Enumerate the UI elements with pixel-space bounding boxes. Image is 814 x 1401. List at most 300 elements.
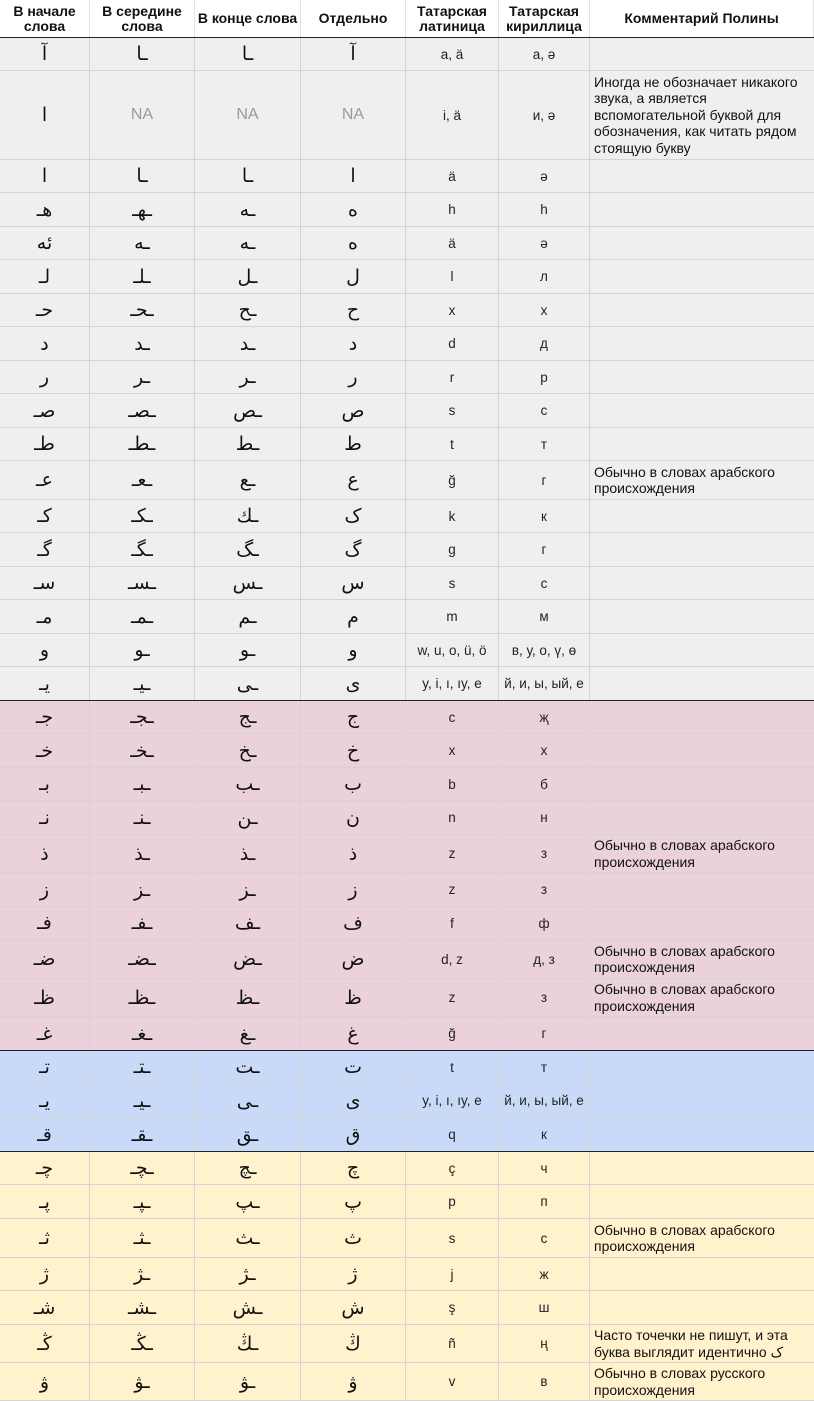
cell-final: ـح [195,294,301,326]
cell-cyrillic: х [499,294,590,326]
cell-isolated: خ [301,734,406,767]
cell-latin: ç [406,1152,499,1184]
cell-comment [590,260,814,293]
cell-medial: ـطـ [90,428,195,460]
cell-final: ـۋ [195,1363,301,1400]
cell-latin: f [406,907,499,939]
cell-final: ـگ [195,533,301,566]
cell-final: ـش [195,1291,301,1324]
cell-initial: پـ [0,1185,90,1218]
cell-latin: ä [406,160,499,192]
table-row [0,701,814,734]
cell-final: ـس [195,567,301,599]
cell-isolated: آ [301,38,406,70]
table-row [0,71,814,160]
cell-latin: y, i, ı, ıy, e [406,1084,499,1117]
table-row [0,533,814,567]
cell-cyrillic: ч [499,1152,590,1184]
cell-initial: ز [0,873,90,906]
cell-comment [590,667,814,700]
cell-medial: ـد [90,327,195,360]
table-row [0,160,814,193]
table-row [0,1084,814,1118]
cell-final: ـت [195,1051,301,1083]
cell-medial: ـبـ [90,768,195,800]
table-row [0,634,814,667]
table-row [0,294,814,327]
cell-cyrillic: җ [499,701,590,733]
cell-isolated: ه [301,227,406,259]
cell-medial: ـيـ [90,667,195,700]
cell-latin: i, ä [406,71,499,159]
table-row [0,1219,814,1258]
cell-comment [590,327,814,360]
cell-final: ـد [195,327,301,360]
cell-isolated: د [301,327,406,360]
cell-isolated: ا [301,160,406,192]
cell-latin: m [406,600,499,633]
cell-comment [590,1291,814,1324]
cell-initial: ڭـ [0,1325,90,1362]
cell-cyrillic: б [499,768,590,800]
cell-latin: n [406,801,499,834]
cell-comment [590,1084,814,1117]
table-row [0,1363,814,1401]
cell-initial: نـ [0,801,90,834]
cell-medial: ـخـ [90,734,195,767]
cell-cyrillic: й, и, ы, ый, е [499,1084,590,1117]
cell-cyrillic: а, ә [499,38,590,70]
cell-initial: يـ [0,1084,90,1117]
cell-initial: جـ [0,701,90,733]
cell-medial: ـژ [90,1258,195,1290]
cell-latin: y, i, ı, ıy, e [406,667,499,700]
cell-cyrillic: г [499,461,590,499]
cell-cyrillic: т [499,1051,590,1083]
cell-isolated: ب [301,768,406,800]
cell-initial: گـ [0,533,90,566]
table-row [0,227,814,260]
cell-initial: غـ [0,1017,90,1050]
cell-initial: ا [0,71,90,159]
cell-medial: ـنـ [90,801,195,834]
cell-final: ـن [195,801,301,834]
cell-cyrillic: с [499,567,590,599]
cell-initial: چـ [0,1152,90,1184]
cell-cyrillic: с [499,1219,590,1257]
cell-initial: كـ [0,500,90,532]
cell-medial: ـشـ [90,1291,195,1324]
cell-latin: d, z [406,940,499,978]
cell-latin: z [406,979,499,1016]
cell-initial: قـ [0,1118,90,1151]
cell-comment [590,160,814,192]
cell-initial: ثـ [0,1219,90,1257]
cell-isolated: ق [301,1118,406,1151]
table-row [0,734,814,768]
table-row [0,1325,814,1363]
cell-cyrillic: н [499,801,590,834]
cell-isolated: ک [301,500,406,532]
cell-comment [590,294,814,326]
cell-isolated: ث [301,1219,406,1257]
cell-medial: ـسـ [90,567,195,599]
cell-medial: ـلـ [90,260,195,293]
table-row [0,1258,814,1291]
cell-medial: ـه [90,227,195,259]
cell-isolated: ع [301,461,406,499]
table-row [0,600,814,634]
cell-final: ـم [195,600,301,633]
cell-final: ـه [195,227,301,259]
cell-initial: حـ [0,294,90,326]
cell-initial: تـ [0,1051,90,1083]
cell-isolated: چ [301,1152,406,1184]
cell-medial: ـظـ [90,979,195,1016]
header-final: В конце слова [195,0,301,37]
cell-cyrillic: й, и, ы, ый, е [499,667,590,700]
cell-isolated: ذ [301,835,406,872]
cell-initial: و [0,634,90,666]
table-row [0,1152,814,1185]
cell-final: ـچ [195,1152,301,1184]
cell-latin: w, u, o, ü, ö [406,634,499,666]
cell-isolated: ص [301,394,406,427]
cell-cyrillic: к [499,500,590,532]
cell-cyrillic: ң [499,1325,590,1362]
cell-cyrillic: к [499,1118,590,1151]
cell-latin: a, ä [406,38,499,70]
cell-isolated: ش [301,1291,406,1324]
cell-comment [590,1017,814,1050]
cell-initial: ذ [0,835,90,872]
cell-medial: ـحـ [90,294,195,326]
cell-initial: لـ [0,260,90,293]
cell-medial: NA [90,71,195,159]
cell-initial: شـ [0,1291,90,1324]
table-row [0,327,814,361]
cell-medial: ـثـ [90,1219,195,1257]
cell-initial: ژ [0,1258,90,1290]
cell-comment [590,227,814,259]
cell-final: ـق [195,1118,301,1151]
cell-cyrillic: г [499,1017,590,1050]
cell-latin: r [406,361,499,393]
cell-initial: صـ [0,394,90,427]
cell-latin: j [406,1258,499,1290]
cell-isolated: گ [301,533,406,566]
cell-comment [590,394,814,427]
cell-medial: ـيـ [90,1084,195,1117]
cell-medial: ـز [90,873,195,906]
table-row [0,394,814,428]
cell-latin: l [406,260,499,293]
cell-medial: ـر [90,361,195,393]
cell-comment: Обычно в словах арабского происхождения [594,981,775,1014]
table-row [0,1051,814,1084]
cell-comment [590,734,814,767]
cell-latin: t [406,1051,499,1083]
cell-medial: ـا [90,38,195,70]
cell-latin: p [406,1185,499,1218]
cell-final: ـث [195,1219,301,1257]
cell-initial: بـ [0,768,90,800]
cell-final: ـع [195,461,301,499]
cell-latin: g [406,533,499,566]
table-row [0,667,814,701]
cell-isolated: س [301,567,406,599]
header-comment: Комментарий Полины [590,0,814,37]
cell-final: ـه [195,193,301,226]
cell-cyrillic: д [499,327,590,360]
cell-initial: مـ [0,600,90,633]
cell-isolated: ژ [301,1258,406,1290]
table-row [0,907,814,940]
cell-final: ـك [195,500,301,532]
cell-comment [590,701,814,733]
cell-isolated: ڭ [301,1325,406,1362]
cell-comment: Обычно в словах арабского происхождения [594,463,775,496]
table-row [0,1118,814,1152]
cell-isolated: ز [301,873,406,906]
cell-final: ـر [195,361,301,393]
header-row [0,0,814,38]
cell-latin: v [406,1363,499,1400]
table-row [0,361,814,394]
cell-cyrillic: ж [499,1258,590,1290]
table-row [0,1185,814,1219]
table-row [0,428,814,461]
cell-comment: Часто точечки не пишут, и эта буква выглядит идентично ک [594,1327,788,1360]
table-row [0,940,814,979]
cell-latin: x [406,294,499,326]
cell-medial: ـذ [90,835,195,872]
cell-comment [590,873,814,906]
table-row [0,567,814,600]
cell-isolated: ل [301,260,406,293]
table-row [0,801,814,835]
cell-medial: ـپـ [90,1185,195,1218]
cell-latin: x [406,734,499,767]
table-body [0,38,814,1401]
cell-initial: ضـ [0,940,90,978]
cell-latin: z [406,835,499,872]
cell-comment [590,567,814,599]
table-row [0,500,814,533]
cell-latin: ñ [406,1325,499,1362]
cell-comment [590,428,814,460]
cell-cyrillic: д, з [499,940,590,978]
cell-comment [590,500,814,532]
cell-cyrillic: в, у, о, ү, ө [499,634,590,666]
cell-comment [590,1185,814,1218]
cell-isolated: ن [301,801,406,834]
cell-final: ـو [195,634,301,666]
cell-medial: ـچـ [90,1152,195,1184]
cell-final: ـپ [195,1185,301,1218]
cell-comment [590,533,814,566]
header-initial: В начале слова [0,0,90,37]
cell-medial: ـگـ [90,533,195,566]
cell-comment [590,1118,814,1151]
cell-latin: s [406,394,499,427]
cell-medial: ـتـ [90,1051,195,1083]
cell-comment: Иногда не обозначает никакого звука, а является вспомогательной буквой для обозначения, как читать рядом стоящую букву [594,73,798,156]
cell-cyrillic: х [499,734,590,767]
cell-medial: ـجـ [90,701,195,733]
cell-initial: آ [0,38,90,70]
cell-comment [590,600,814,633]
cell-comment [590,361,814,393]
cell-final: ـخ [195,734,301,767]
cell-initial: ظـ [0,979,90,1016]
cell-latin: h [406,193,499,226]
cell-isolated: ر [301,361,406,393]
cell-comment [590,1051,814,1083]
header-latin: Татарская латиница [406,0,499,37]
cell-medial: ـمـ [90,600,195,633]
cell-isolated: ط [301,428,406,460]
cell-cyrillic: л [499,260,590,293]
table-row [0,38,814,71]
cell-final: ـص [195,394,301,427]
cell-medial: ـو [90,634,195,666]
cell-medial: ـفـ [90,907,195,939]
cell-final: ـط [195,428,301,460]
cell-initial: عـ [0,461,90,499]
cell-latin: z [406,873,499,906]
cell-cyrillic: з [499,979,590,1016]
cell-cyrillic: г [499,533,590,566]
cell-cyrillic: в [499,1363,590,1400]
table-row [0,979,814,1017]
cell-initial: يـ [0,667,90,700]
cell-isolated: ح [301,294,406,326]
cell-final: ـژ [195,1258,301,1290]
cell-final: ـذ [195,835,301,872]
cell-isolated: پ [301,1185,406,1218]
cell-initial: ۋ [0,1363,90,1400]
cell-initial: ئه [0,227,90,259]
cell-cyrillic: п [499,1185,590,1218]
header-medial: В середине слова [90,0,195,37]
cell-final: ـظ [195,979,301,1016]
cell-medial: ـعـ [90,461,195,499]
cell-final: NA [195,71,301,159]
cell-isolated: ى [301,1084,406,1117]
cell-isolated: ۋ [301,1363,406,1400]
table-row [0,193,814,227]
cell-latin: ä [406,227,499,259]
cell-comment [590,1258,814,1290]
cell-comment [590,38,814,70]
cell-latin: c [406,701,499,733]
cell-latin: d [406,327,499,360]
cell-final: ـا [195,38,301,70]
cell-final: ـى [195,1084,301,1117]
cell-latin: ş [406,1291,499,1324]
cell-latin: q [406,1118,499,1151]
cell-initial: هـ [0,193,90,226]
cell-isolated: ت [301,1051,406,1083]
cell-initial: د [0,327,90,360]
cell-isolated: ف [301,907,406,939]
cell-comment [590,1152,814,1184]
table-row [0,1017,814,1051]
cell-initial: ا [0,160,90,192]
cell-cyrillic: һ [499,193,590,226]
cell-medial: ـا [90,160,195,192]
cell-initial: خـ [0,734,90,767]
cell-initial: سـ [0,567,90,599]
cell-final: ـض [195,940,301,978]
cell-comment [590,768,814,800]
cell-isolated: و [301,634,406,666]
cell-medial: ـهـ [90,193,195,226]
cell-final: ـف [195,907,301,939]
cell-final: ـز [195,873,301,906]
cell-latin: t [406,428,499,460]
cell-comment: Обычно в словах арабского происхождения [594,942,775,975]
table-row [0,260,814,294]
cell-cyrillic: р [499,361,590,393]
cell-final: ـغ [195,1017,301,1050]
cell-cyrillic: т [499,428,590,460]
cell-isolated: ج [301,701,406,733]
cell-isolated: ظ [301,979,406,1016]
cell-final: ـڭ [195,1325,301,1362]
cell-isolated: ه [301,193,406,226]
cell-isolated: م [301,600,406,633]
cell-latin: b [406,768,499,800]
cell-final: ـا [195,160,301,192]
cell-latin: s [406,567,499,599]
cell-initial: فـ [0,907,90,939]
cell-isolated: ض [301,940,406,978]
cell-final: ـج [195,701,301,733]
cell-medial: ـۋ [90,1363,195,1400]
table-row [0,1291,814,1325]
cell-latin: s [406,1219,499,1257]
cell-medial: ـضـ [90,940,195,978]
cell-medial: ـكـ [90,500,195,532]
cell-comment [590,193,814,226]
table-row [0,461,814,500]
cell-cyrillic: м [499,600,590,633]
cell-cyrillic: ф [499,907,590,939]
header-cyrillic: Татарская кириллица [499,0,590,37]
cell-comment [590,634,814,666]
cell-comment: Обычно в словах русского происхождения [594,1365,766,1398]
cell-comment [590,801,814,834]
cell-medial: ـصـ [90,394,195,427]
cell-cyrillic: з [499,835,590,872]
table-row [0,873,814,907]
cell-comment: Обычно в словах арабского происхождения [594,837,775,870]
cell-latin: ğ [406,461,499,499]
cell-medial: ـڭـ [90,1325,195,1362]
header-isolated: Отдельно [301,0,406,37]
cell-latin: k [406,500,499,532]
cell-comment [590,907,814,939]
cell-medial: ـغـ [90,1017,195,1050]
cell-medial: ـقـ [90,1118,195,1151]
cell-final: ـى [195,667,301,700]
cell-cyrillic: ш [499,1291,590,1324]
cell-comment: Обычно в словах арабского происхождения [594,1221,775,1254]
cell-isolated: ى [301,667,406,700]
cell-cyrillic: ә [499,227,590,259]
